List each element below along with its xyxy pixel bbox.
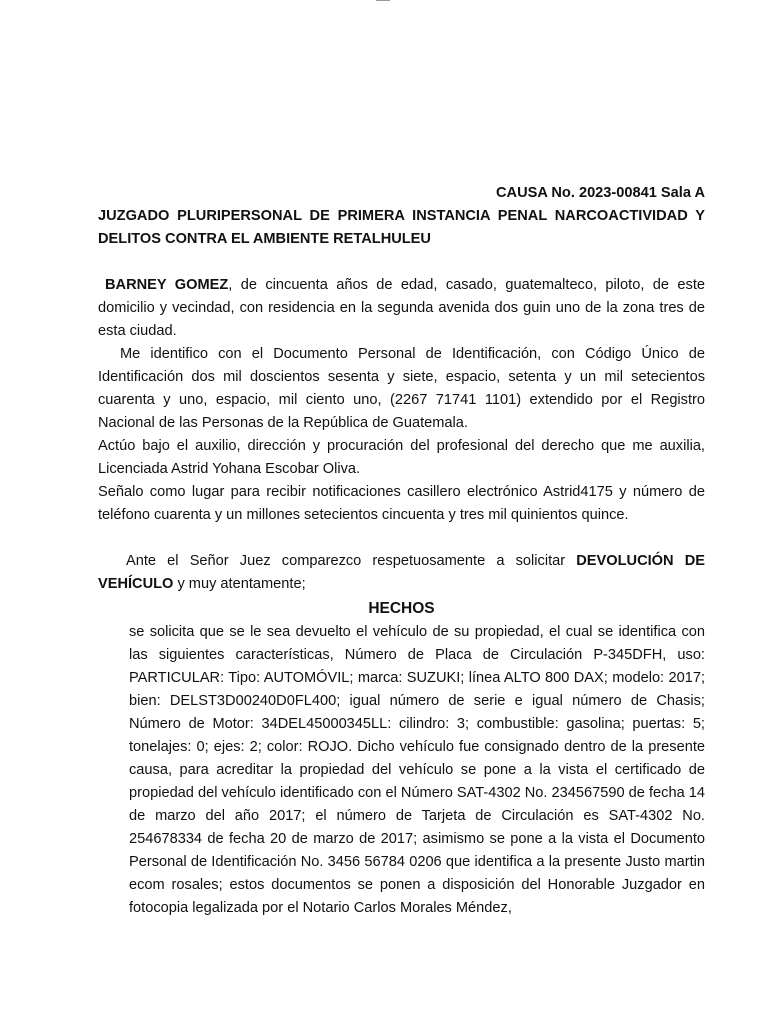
identification-paragraph: Me identifico con el Documento Personal de Identificación, con Código Único de Identificación dos mil doscientos sesenta y siete, espacio, setenta y un mil setecientos cuarenta y uno, espacio, mil ciento uno, (2267 71741 1101) extendido por el Registro Nacional de las Personas de la República de Guatemala. (98, 346, 705, 431)
spacer (98, 251, 705, 274)
petitioner-name: BARNEY GOMEZ (105, 277, 229, 293)
page-top-mark (376, 0, 390, 1)
spacer (98, 527, 705, 550)
hechos-heading: HECHOS (368, 600, 435, 617)
intro-paragraph (98, 274, 705, 343)
request-bold: DEVOLUCIÓN DE VEHÍCULO (98, 553, 705, 592)
request-paragraph (98, 550, 705, 596)
hechos-paragraph: se solicita que se le sea devuelto el vehículo de su propiedad, el cual se identifica con las siguientes características, Número de Placa de Circulación P-345DFH, uso: PARTICULAR: Tipo: AUTOMÓVIL; marca: SUZUKI; línea ALTO 800 DAX; modelo: 2017; bien: DELST3D00240D0FL400; igual número de serie e igual número de Chasis; Número de Motor: 34DEL45000345LL: cilindro: 3; combustible: gasolina; puertas: 5; tonelajes: 0; ejes: 2; color: ROJO. Dicho vehículo fue consignado dentro de la presente causa, para acreditar la propiedad del vehículo se pone a la vista el certificado de propiedad del vehículo identificado con el Número SAT-4302 No. 234567590 de fecha 14 de marzo del año 2017; el número de Tarjeta de Circulación es SAT-4302 No. 254678334 de fecha 20 de marzo de 2017; asimismo se pone a la vista el Documento Personal de Identificación No. 3456 56784 0206 que identifica a la presente Justo martin ecom rosales; estos documentos se ponen a disposición del Honorable Juzgador en fotocopia legalizada por el Notario Carlos Morales Méndez, (129, 624, 705, 916)
intro-text: , de cincuenta años de edad, casado, guatemalteco, piloto, de este domicilio y vecindad, con residencia en la segunda avenida dos guin uno de la zona tres de esta ciudad. (98, 277, 705, 339)
court-name: JUZGADO PLURIPERSONAL DE PRIMERA INSTANCIA PENAL NARCOACTIVIDAD Y DELITOS CONTRA EL AMBIENTE RETALHULEU (98, 208, 705, 247)
notifications-paragraph: Señalo como lugar para recibir notificaciones casillero electrónico Astrid4175 y número de teléfono cuarenta y un millones setecientos cincuenta y tres mil quinientos quince. (98, 484, 705, 523)
request-text-end: y muy atentamente; (173, 576, 306, 592)
counsel-paragraph: Actúo bajo el auxilio, dirección y procuración del profesional del derecho que me auxilia, Licenciada Astrid Yohana Escobar Oliva. (98, 438, 705, 477)
document-page (98, 182, 705, 920)
request-text: Ante el Señor Juez comparezco respetuosamente a solicitar (126, 553, 577, 569)
case-number: CAUSA No. 2023-00841 Sala A (495, 185, 705, 201)
